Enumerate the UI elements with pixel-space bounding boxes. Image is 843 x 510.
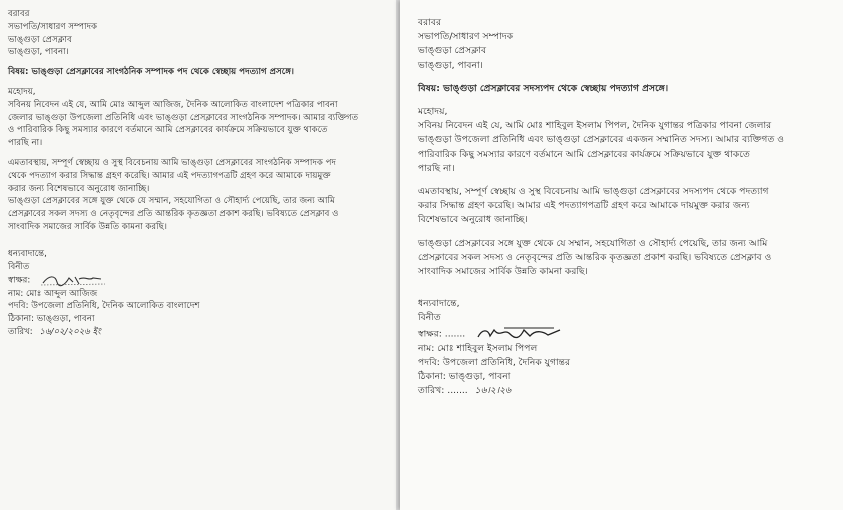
signature-row — [8, 273, 388, 287]
name-line: নাম: মোঃ আব্দুল আজিজ — [8, 288, 98, 299]
left-letter — [0, 0, 396, 510]
recipient-title: সভাপতি/সাধারণ সম্পাদক — [418, 31, 514, 43]
right-letter — [400, 0, 843, 510]
handwritten-date: ১৬।২।২৬ — [474, 385, 512, 397]
address: ভাঙ্গুড়া, পাবনা। — [8, 47, 69, 58]
paragraph-line: ভাঙ্গুড়া প্রেসক্লাবের সঙ্গে যুক্ত থেকে যে সম্মান, সহযোগিতা ও সৌহার্দ্য পেয়েছি, তার জন্য আমি — [418, 237, 768, 249]
paragraph-3 — [418, 237, 829, 280]
paragraph-line: ও পারিবারিক কিছু সমস্যার কারণে বর্তমানে আমি প্রেসক্লাবের কার্যক্রমে সক্রিয়ভাবে যুক্ত থাকতে — [8, 125, 328, 136]
paragraph-line: পারছি না। — [418, 162, 455, 174]
signature-label: স্বাক্ষর: ....... — [418, 328, 466, 340]
paragraph-line: করার সিদ্ধান্ত গ্রহণ করেছি। আমার এই পদত্যাগপত্রটি গ্রহণ করে আমাকে দায়মুক্ত করার জন্য — [418, 200, 750, 212]
paragraph-line: সাংবাদিক সমাজের সার্বিক উন্নতি কামনা করছি। — [418, 266, 588, 278]
paragraph-1 — [418, 119, 829, 176]
address: ভাঙ্গুড়া, পাবনা। — [418, 59, 483, 71]
paragraph-line: এমতাবস্থায়, সম্পূর্ণ স্বেচ্ছায় ও সুস্থ বিবেচনায় আমি ভাঙ্গুড়া প্রেসক্লাবের সদস্যপদ থেকে পদত্যাগ — [418, 186, 769, 198]
paragraph-line: ভাঙ্গুড়া প্রেসক্লাবের সঙ্গে যুক্ত থেকে যে সম্মান, সহযোগিতা ও সৌহার্দ্য পেয়েছি, তার জন্য আমি — [8, 196, 335, 207]
paragraph-line: ভাঙ্গুড়া উপজেলা প্রতিনিধি এবং ভাঙ্গুড়া প্রেসক্লাবের একজন সম্মানিত সদস্য। আমার ব্যক্তিগত ও — [418, 134, 785, 146]
paragraph-line: থেকে পদত্যাগ করার সিদ্ধান্ত গ্রহণ করেছি। আমার এই পদত্যাগপত্রটি গ্রহণ করে আমাকে দায়মুক্ত — [8, 170, 331, 181]
organization: ভাঙ্গুড়া প্রেসক্লাব — [8, 34, 72, 45]
paragraph-line: সাংবাদিক সমাজের সার্বিক উন্নতি কামনা করছি। — [8, 221, 167, 232]
recipient-title: সভাপতি/সাধারণ সম্পাদক — [8, 21, 97, 32]
designation-line: পদবি: উপজেলা প্রতিনিধি, দৈনিক যুগান্তর — [418, 356, 571, 368]
date-row — [8, 326, 388, 339]
organization: ভাঙ্গুড়া প্রেসক্লাব — [418, 45, 487, 57]
address-line: ঠিকানা: ভাঙ্গুড়া, পাবনা — [8, 314, 95, 325]
closing: ধন্যবাদান্তে, — [8, 248, 47, 259]
date-label: তারিখ: ....... — [418, 385, 468, 397]
paragraph-line: জেলার ভাঙ্গুড়া উপজেলা প্রতিনিধি এবং ভাঙ্গুড়া প্রেসক্লাবের সাংগঠনিক সম্পাদক। আমার ব্যক্তিগত — [8, 112, 359, 123]
handwritten-signature — [39, 273, 109, 287]
letter-to: বরাবর — [418, 17, 441, 28]
paragraph-line: পারিবারিক কিছু সমস্যার কারণে বর্তমানে আমি প্রেসক্লাবের কার্যক্রমে সক্রিয়ভাবে যুক্ত থাকতে — [418, 148, 750, 160]
handwritten-date: ১৬/০২/২০২৬ ইং — [39, 327, 101, 338]
letter-to: বরাবর — [8, 9, 30, 19]
paragraph-3 — [8, 195, 388, 233]
date-label: তারিখ: — [8, 327, 33, 338]
signature-row — [418, 326, 829, 342]
paragraph-2 — [418, 185, 829, 228]
salutation: মহোদয়, — [418, 106, 448, 118]
paragraph-line: এমতাবস্থায়, সম্পূর্ণ স্বেচ্ছায় ও সুস্থ বিবেচনায় আমি ভাঙ্গুড়া প্রেসক্লাবের সাংগঠনিক সম্পাদক পদ — [8, 157, 336, 168]
paragraph-line: করার জন্য বিশেষভাবে অনুরোধ জানাচ্ছি। — [8, 183, 150, 194]
paragraph-line: সবিনয় নিবেদন এই যে, আমি মোঃ আব্দুল আজিজ, দৈনিক আলোকিত বাংলাদেশ পত্রিকার পাবনা — [8, 99, 338, 110]
paragraph-2 — [8, 157, 388, 195]
subject-line: বিষয়: ভাঙ্গুড়া প্রেসক্লাবের সদস্যপদ থেকে স্বেচ্ছায় পদত্যাগ প্রসঙ্গে। — [418, 82, 669, 94]
sincerely: বিনীত — [418, 312, 441, 324]
closing: ধন্যবাদান্তে, — [418, 298, 460, 310]
salutation: মহোদয়, — [8, 86, 36, 97]
subject-line: বিষয়: ভাঙ্গুড়া প্রেসক্লাবের সাংগঠনিক সম্পাদক পদ থেকে স্বেচ্ছায় পদত্যাগ প্রসঙ্গে। — [8, 67, 294, 78]
paragraph-line: পারছি না। — [8, 138, 43, 149]
date-row — [418, 384, 829, 398]
designation-line: পদবি: উপজেলা প্রতিনিধি, দৈনিক আলোকিত বাংলাদেশ — [8, 301, 200, 312]
name-line: নাম: মোঃ শাহিবুল ইসলাম পিপল — [418, 342, 538, 354]
sincerely: বিনীত — [8, 261, 30, 272]
handwritten-signature — [474, 326, 566, 342]
paragraph-1 — [8, 99, 388, 150]
address-line: ঠিকানা: ভাঙ্গুড়া, পাবনা — [418, 371, 511, 383]
paragraph-line: বিশেষভাবে অনুরোধ জানাচ্ছি। — [418, 214, 528, 226]
paragraph-line: প্রেসক্লাবের সকল সদস্য ও নেতৃবৃন্দের প্রতি আন্তরিক কৃতজ্ঞতা প্রকাশ করছি। ভবিষ্যতে প্রেসক্লাব ও — [8, 209, 339, 220]
paragraph-line: সবিনয় নিবেদন এই যে, আমি মোঃ শাহিবুল ইসলাম পিপল, দৈনিক যুগান্তর পত্রিকার পাবনা জেলার — [418, 120, 772, 132]
signature-label: স্বাক্ষর: — [8, 275, 31, 286]
paragraph-line: প্রেসক্লাবের সকল সদস্য ও নেতৃবৃন্দের প্রতি আন্তরিক কৃতজ্ঞতা প্রকাশ করছি। ভবিষ্যতে প্রেসক্লাব ও — [418, 251, 772, 263]
